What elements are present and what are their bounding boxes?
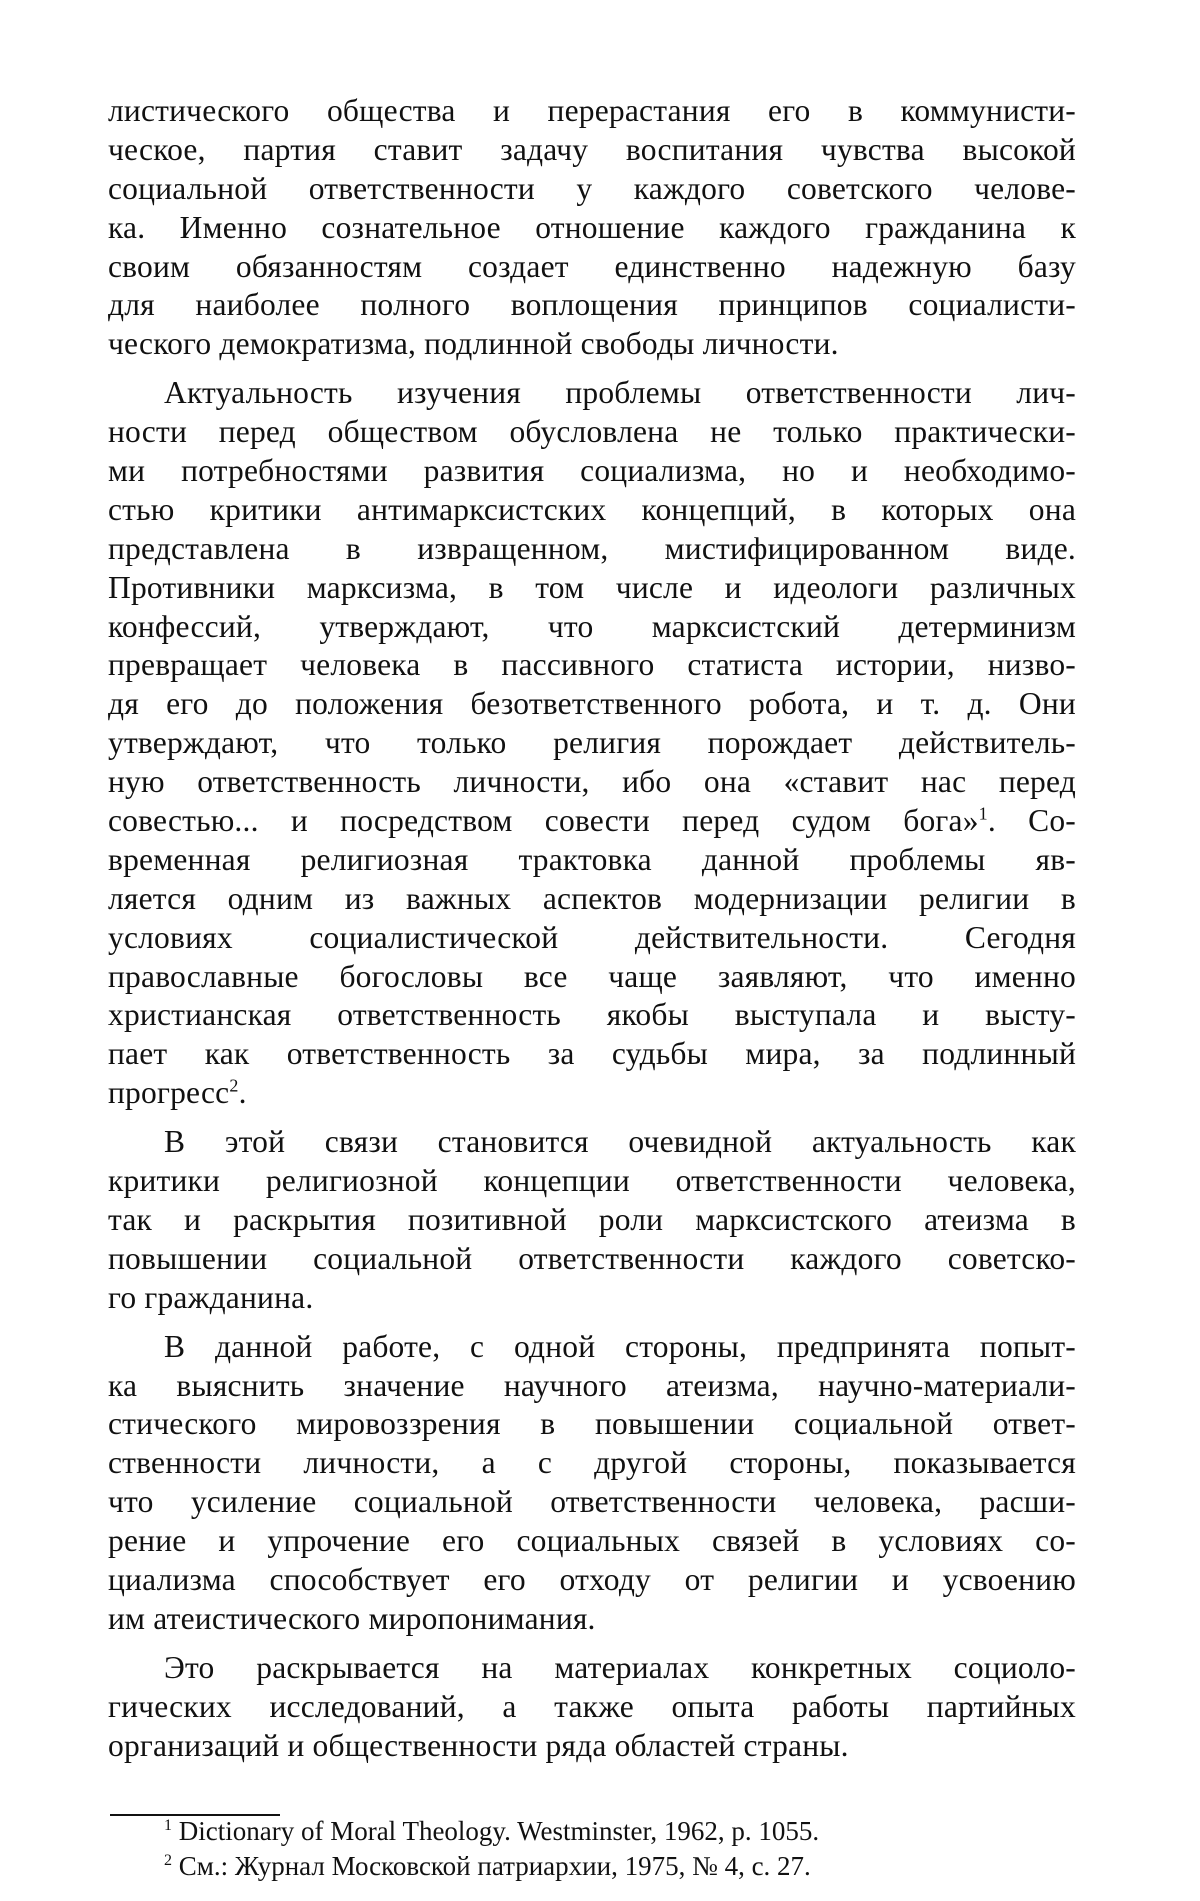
text-fragment: . Со- — [987, 803, 1076, 839]
text-line: временная религиозная трактовка данной проблемы яв- — [108, 841, 1076, 877]
text-line: листического общества и перерастания его в коммунисти- — [108, 93, 1076, 128]
text-fragment: совестью... и посредством совести перед судом бога» — [108, 803, 979, 839]
text-line: Противники марксизма, в том числе и идеологи различных — [108, 569, 1076, 605]
text-line: В данной работе, с одной стороны, предпринята попыт- — [164, 1328, 1076, 1364]
text-line: для наиболее полного воплощения принципов социалисти- — [108, 287, 1076, 323]
text-line: гических исследований, а также опыта работы партийных — [108, 1688, 1076, 1724]
text-line: утверждают, что только религия порождает действитель- — [108, 725, 1076, 761]
text-line: критики религиозной концепции ответственности человека, — [108, 1163, 1076, 1199]
body-text — [108, 92, 1076, 1765]
text-line: так и раскрытия позитивной роли марксистского атеизма в — [108, 1201, 1076, 1237]
footnote-text: Dictionary of Moral Theology. Westminster, 1962, p. 1055. — [178, 1816, 820, 1846]
text-line-with-footnote-ref — [108, 802, 1076, 841]
paragraph-4 — [108, 1328, 1076, 1639]
text-line: социальной ответственности у каждого советского челове- — [108, 170, 1076, 206]
text-line: циализма способствует его отходу от религии и усвоению — [108, 1561, 1076, 1597]
footnote-ref-2: 2 — [229, 1075, 239, 1096]
text-line: им атеистического миропонимания. — [108, 1600, 596, 1636]
footnote-ref-1: 1 — [978, 803, 988, 824]
footnote-text: См.: Журнал Московской патриархии, 1975, № 4, с. 27. — [178, 1851, 811, 1881]
text-line: своим обязанностям создает единственно надежную базу — [108, 248, 1076, 284]
footnote-mark: 2 — [164, 1852, 172, 1869]
paragraph-5 — [108, 1649, 1076, 1766]
text-line: Актуальность изучения проблемы ответственности лич- — [164, 375, 1076, 411]
text-line: ческого демократизма, подлинной свободы личности. — [108, 326, 839, 362]
text-line: ка. Именно сознательное отношение каждого гражданина к — [108, 209, 1076, 245]
text-line: ную ответственность личности, ибо она «ставит нас перед — [108, 764, 1076, 800]
text-line: ственности личности, а с другой стороны, показывается — [108, 1445, 1076, 1481]
text-line: ности перед обществом обусловлена не только практически- — [108, 414, 1076, 450]
text-line: стью критики антимарксистских концепций, в которых она — [108, 491, 1076, 527]
text-line: христианская ответственность якобы выступала и высту- — [108, 997, 1076, 1033]
footnotes — [164, 1814, 1024, 1884]
text-line: конфессий, утверждают, что марксистский детерминизм — [108, 608, 1076, 644]
text-line: ляется одним из важных аспектов модернизации религии в — [108, 880, 1076, 916]
text-line: стического мировоззрения в повышении социальной ответ- — [108, 1406, 1076, 1442]
text-line: пает как ответственность за судьбы мира, за подлинный — [108, 1036, 1076, 1072]
text-line: превращает человека в пассивного статиста истории, низво- — [108, 647, 1076, 683]
text-line: представлена в извращенном, мистифицированном виде. — [108, 530, 1076, 566]
paragraph-1 — [108, 92, 1076, 364]
text-line: рение и упрочение его социальных связей в условиях со- — [108, 1523, 1076, 1559]
footnote-mark: 1 — [164, 1817, 172, 1834]
text-line: условиях социалистической действительности. Сегодня — [108, 919, 1076, 955]
footnote-2 — [164, 1849, 1024, 1884]
text-fragment: . — [238, 1075, 247, 1111]
text-line: Это раскрывается на материалах конкретных социоло- — [164, 1649, 1076, 1685]
text-line: ческое, партия ставит задачу воспитания чувства высокой — [108, 131, 1076, 167]
text-line: го гражданина. — [108, 1279, 314, 1315]
text-line: дя его до положения безответственного робота, и т. д. Они — [108, 686, 1076, 722]
text-line: В этой связи становится очевидной актуальность как — [164, 1124, 1076, 1160]
text-line: ка выяснить значение научного атеизма, научно-материали- — [108, 1367, 1076, 1403]
text-fragment: прогресс — [108, 1075, 230, 1111]
text-line: организаций и общественности ряда областей страны. — [108, 1727, 849, 1763]
text-line: ми потребностями развития социализма, но и необходимо- — [108, 453, 1076, 489]
text-line: что усиление социальной ответственности человека, расши- — [108, 1484, 1076, 1520]
text-line-with-footnote-ref — [108, 1074, 1076, 1113]
paragraph-2 — [108, 374, 1076, 1113]
text-line: повышении социальной ответственности каждого советско- — [108, 1240, 1076, 1276]
paragraph-3 — [108, 1123, 1076, 1317]
footnote-1 — [164, 1814, 1024, 1849]
text-line: православные богословы все чаще заявляют, что именно — [108, 958, 1076, 994]
